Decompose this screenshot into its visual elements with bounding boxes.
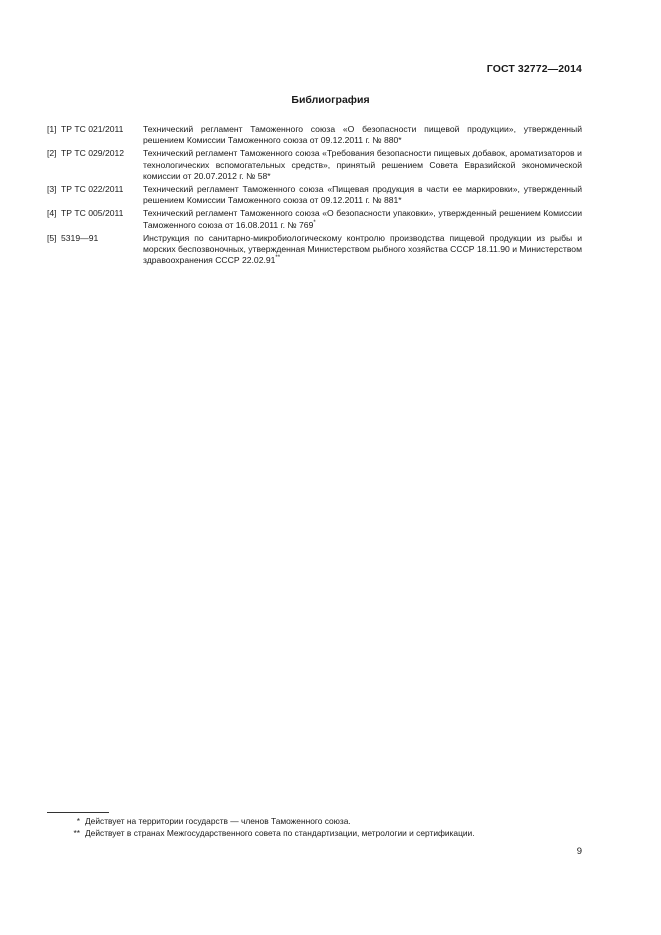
bibliography-entry (47, 148, 582, 182)
bibliography-entry (47, 184, 582, 206)
footnote-mark: ** (275, 255, 281, 262)
bibliography-title: Библиография (291, 94, 370, 106)
bibliography-entry (47, 124, 582, 146)
entry-text: Инструкция по санитарно-микробиологическому контролю производства пищевой продукции из рыбы и морских беспозвоночных, утвержденная Министерством рыбного хозяйства СССР 18.11.90 и Министерством здравоохранения СССР 22.02.91** (143, 232, 582, 266)
footnote-divider (47, 812, 109, 813)
bibliography-list (47, 124, 582, 268)
footnote-text: Действует на территории государств — членов Таможенного союза. (85, 816, 351, 826)
footnote-mark: * (398, 195, 402, 206)
bibliography-entry (47, 208, 582, 230)
entry-text: Технический регламент Таможенного союза «О безопасности упаковки», утвержденный решением Комиссии Таможенного союза от 16.08.2011 г. № 769* (143, 208, 582, 230)
entry-text: Технический регламент Таможенного союза «Требования безопасности пищевых добавок, ароматизаторов и технологических вспомогательных средств», принятый решением Совета Евразийской экономической комиссии от 20.07.2012 г. № 58* (143, 148, 582, 181)
entry-number: [5] (47, 232, 57, 243)
entry-code: ТР ТС 022/2011 (61, 184, 124, 195)
bibliography-entry (47, 233, 582, 267)
document-code: ГОСТ 32772—2014 (486, 63, 582, 75)
entry-code: ТР ТС 005/2011 (61, 208, 124, 219)
entry-number: [1] (47, 124, 57, 134)
footnote-text: Действует в странах Межгосударственного совета по стандартизации, метрологии и сертификации. (85, 827, 475, 838)
footnote-mark: ** (73, 827, 80, 838)
entry-code: ТР ТС 021/2011 (61, 124, 124, 134)
footnote-mark: * (313, 219, 316, 226)
footnote-mark: * (267, 170, 271, 181)
footnote (47, 816, 582, 828)
footnote (47, 828, 582, 840)
entry-text: Технический регламент Таможенного союза «Пищевая продукция в части ее маркировки», утвержденный решением Комиссии Таможенного союза от 09.12.2011 г. № 881* (143, 184, 582, 206)
footnote-mark: * (76, 816, 80, 826)
entry-number: [4] (47, 208, 57, 219)
footnote-mark: * (398, 135, 402, 146)
entry-code: 5319—91 (61, 232, 99, 243)
page-number: 9 (576, 846, 582, 857)
entry-code: ТР ТС 029/2012 (61, 148, 125, 159)
entry-number: [2] (47, 148, 57, 159)
footnotes (47, 816, 582, 839)
entry-number: [3] (47, 184, 57, 195)
entry-text: Технический регламент Таможенного союза «О безопасности пищевой продукции», утвержденный решением Комиссии Таможенного союза от 09.12.2011 г. № 880* (143, 124, 582, 146)
